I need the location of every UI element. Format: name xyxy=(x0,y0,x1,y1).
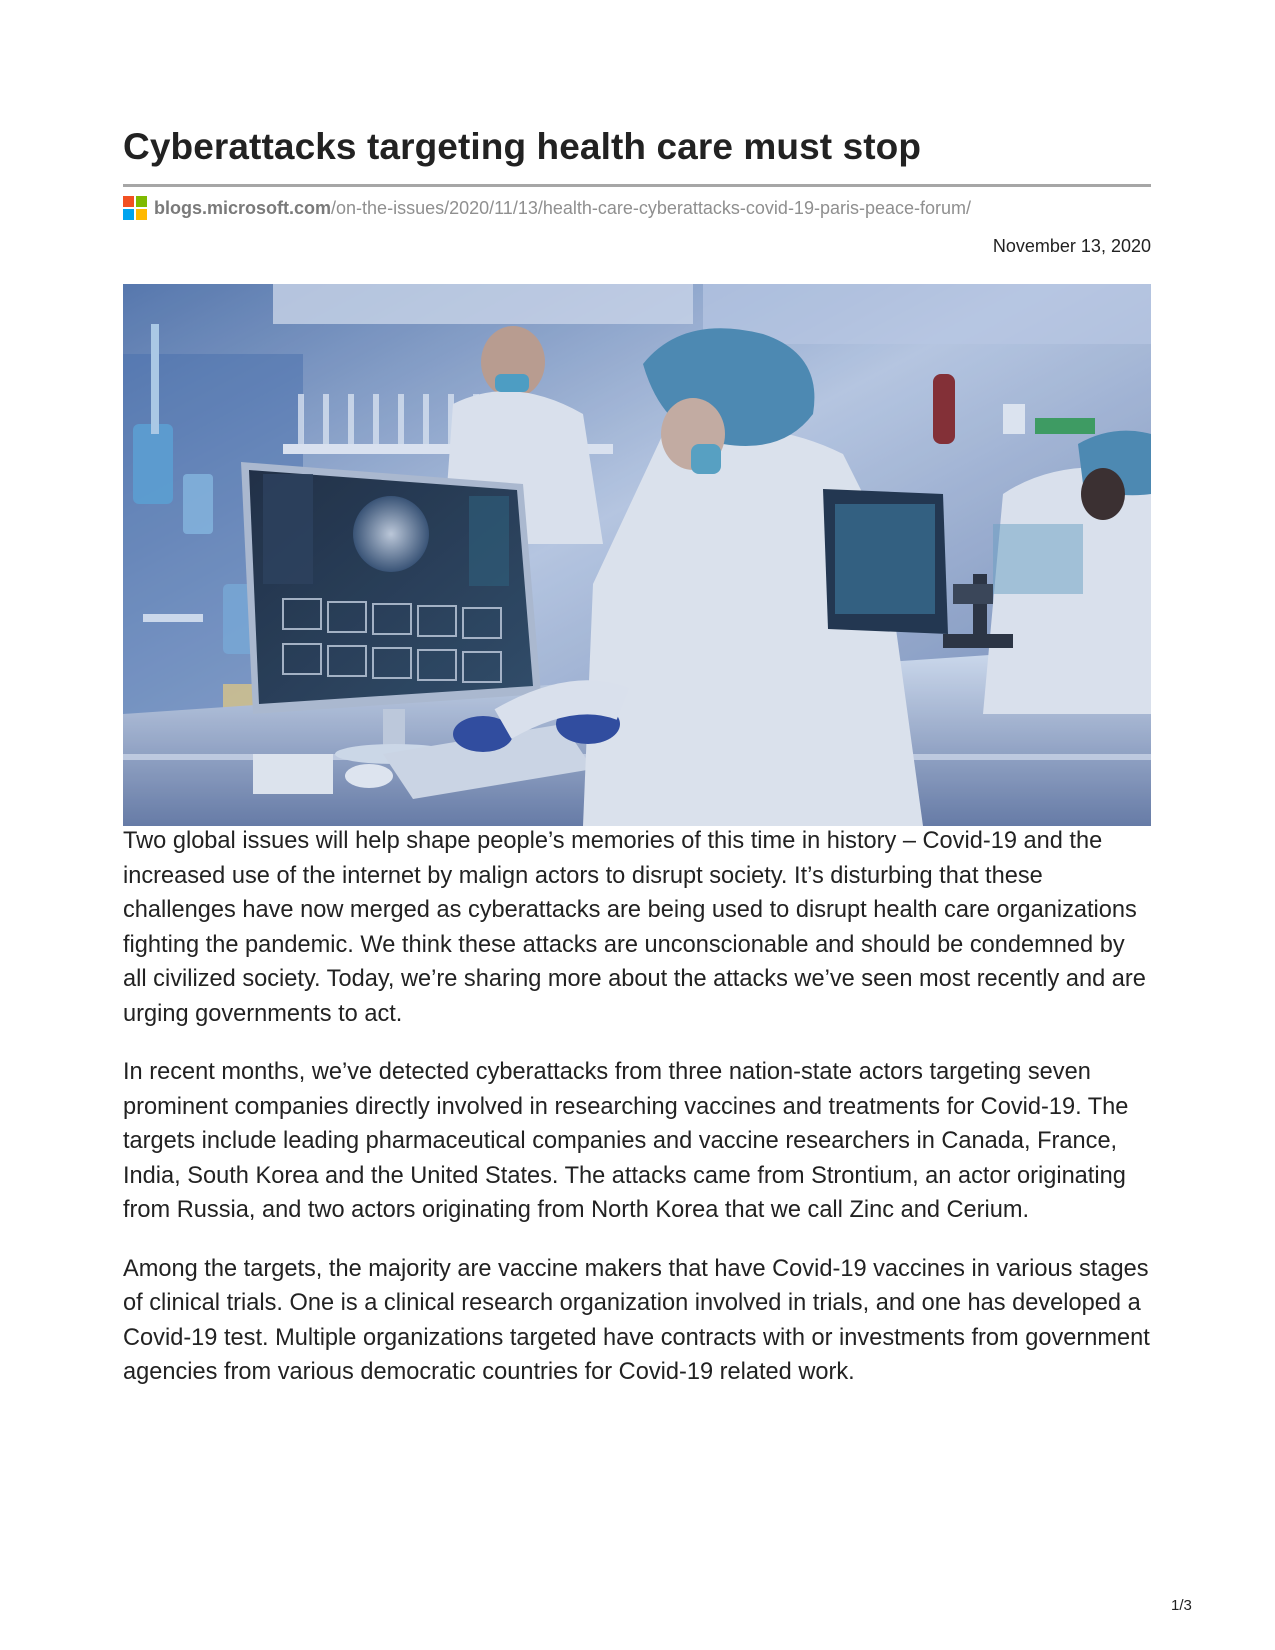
microsoft-logo-icon xyxy=(123,196,147,220)
article-title: Cyberattacks targeting health care must stop xyxy=(123,126,922,167)
page-number: 1/3 xyxy=(1171,1597,1192,1614)
paragraph-3: Among the targets, the majority are vaccine makers that have Covid-19 vaccines in various stages of clinical trials. One is a clinical research organization involved in trials, and one has developed a Covid-19 test. Multiple organizations targeted have contracts with or investments from government agencies from various democratic countries for Covid-19 related work. xyxy=(123,1255,1150,1385)
source-path[interactable]: /on-the-issues/2020/11/13/health-care-cyberattacks-covid-19-paris-peace-forum/ xyxy=(331,197,972,218)
publish-date: November 13, 2020 xyxy=(992,236,1151,256)
hero-image xyxy=(123,284,1151,826)
paragraph-2: In recent months, we’ve detected cyberattacks from three nation-state actors targeting seven prominent companies directly involved in researching vaccines and treatments for Covid-19. The targets include leading pharmaceutical companies and vaccine researchers in Canada, France, India, South Korea and the United States. The attacks came from Strontium, an actor originating from Russia, and two actors originating from North Korea that we call Zinc and Cerium. xyxy=(123,1059,1129,1223)
paragraph-1: Two global issues will help shape people’s memories of this time in history – Covid-19 and the increased use of the internet by malign actors to disrupt society. It’s disturbing that these challenges have now merged as cyberattacks are being used to disrupt health care organizations fighting the pandemic. We think these attacks are unconscionable and should be condemned by all civilized society. Today, we’re sharing more about the attacks we’ve seen most recently and are urging governments to act. xyxy=(123,828,1146,1027)
article-body xyxy=(123,824,1151,1414)
source-domain[interactable]: blogs.microsoft.com xyxy=(154,197,332,218)
source-line xyxy=(123,195,971,221)
title-divider xyxy=(123,184,1151,187)
